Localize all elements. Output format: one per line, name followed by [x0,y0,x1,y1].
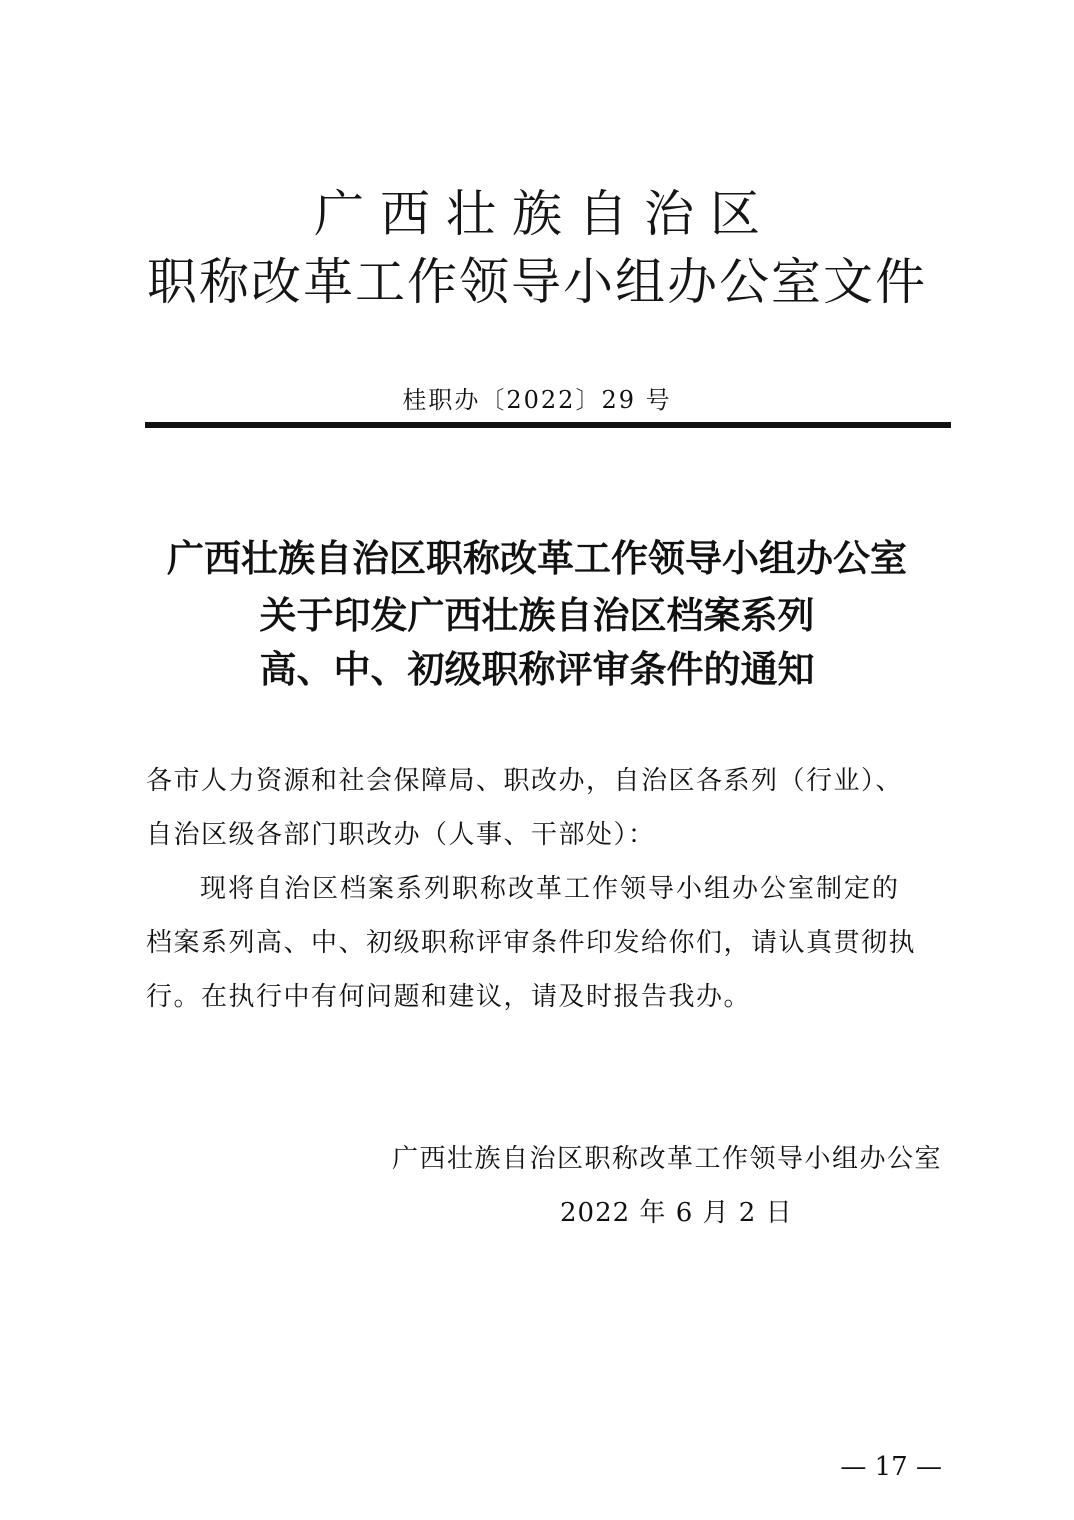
document-title-line-3: 高、中、初级职称评审条件的通知 [259,647,815,691]
signature-organization: 广西壮族自治区职称改革工作领导小组办公室 [391,1144,942,1174]
signature-date: 2022 年 6 月 2 日 [560,1198,793,1228]
document-number: 桂职办〔2022〕29 号 [402,386,672,414]
document-title-line-1: 广西壮族自治区职称改革工作领导小组办公室 [167,536,907,580]
body-paragraph-line-3: 行。在执行中有何问题和建议，请及时报告我办。 [146,982,752,1012]
recipients-line-1: 各市人力资源和社会保障局、职改办，自治区各系列（行业）、 [146,766,904,796]
body-paragraph-line-2: 档案系列高、中、初级职称评审条件印发给你们，请认真贯彻执 [146,928,917,958]
issuer-header-line-1: 广西壮族自治区 [314,185,776,243]
page-number: — 17 — [840,1452,942,1482]
body-paragraph-line-1: 现将自治区档案系列职称改革工作领导小组办公室制定的 [200,874,901,904]
header-divider-rule [145,422,951,428]
document-title-line-2: 关于印发广西壮族自治区档案系列 [259,593,815,637]
recipients-line-2: 自治区级各部门职改办（人事、干部处）： [146,820,656,850]
issuer-header-line-2: 职称改革工作领导小组办公室文件 [147,253,927,311]
